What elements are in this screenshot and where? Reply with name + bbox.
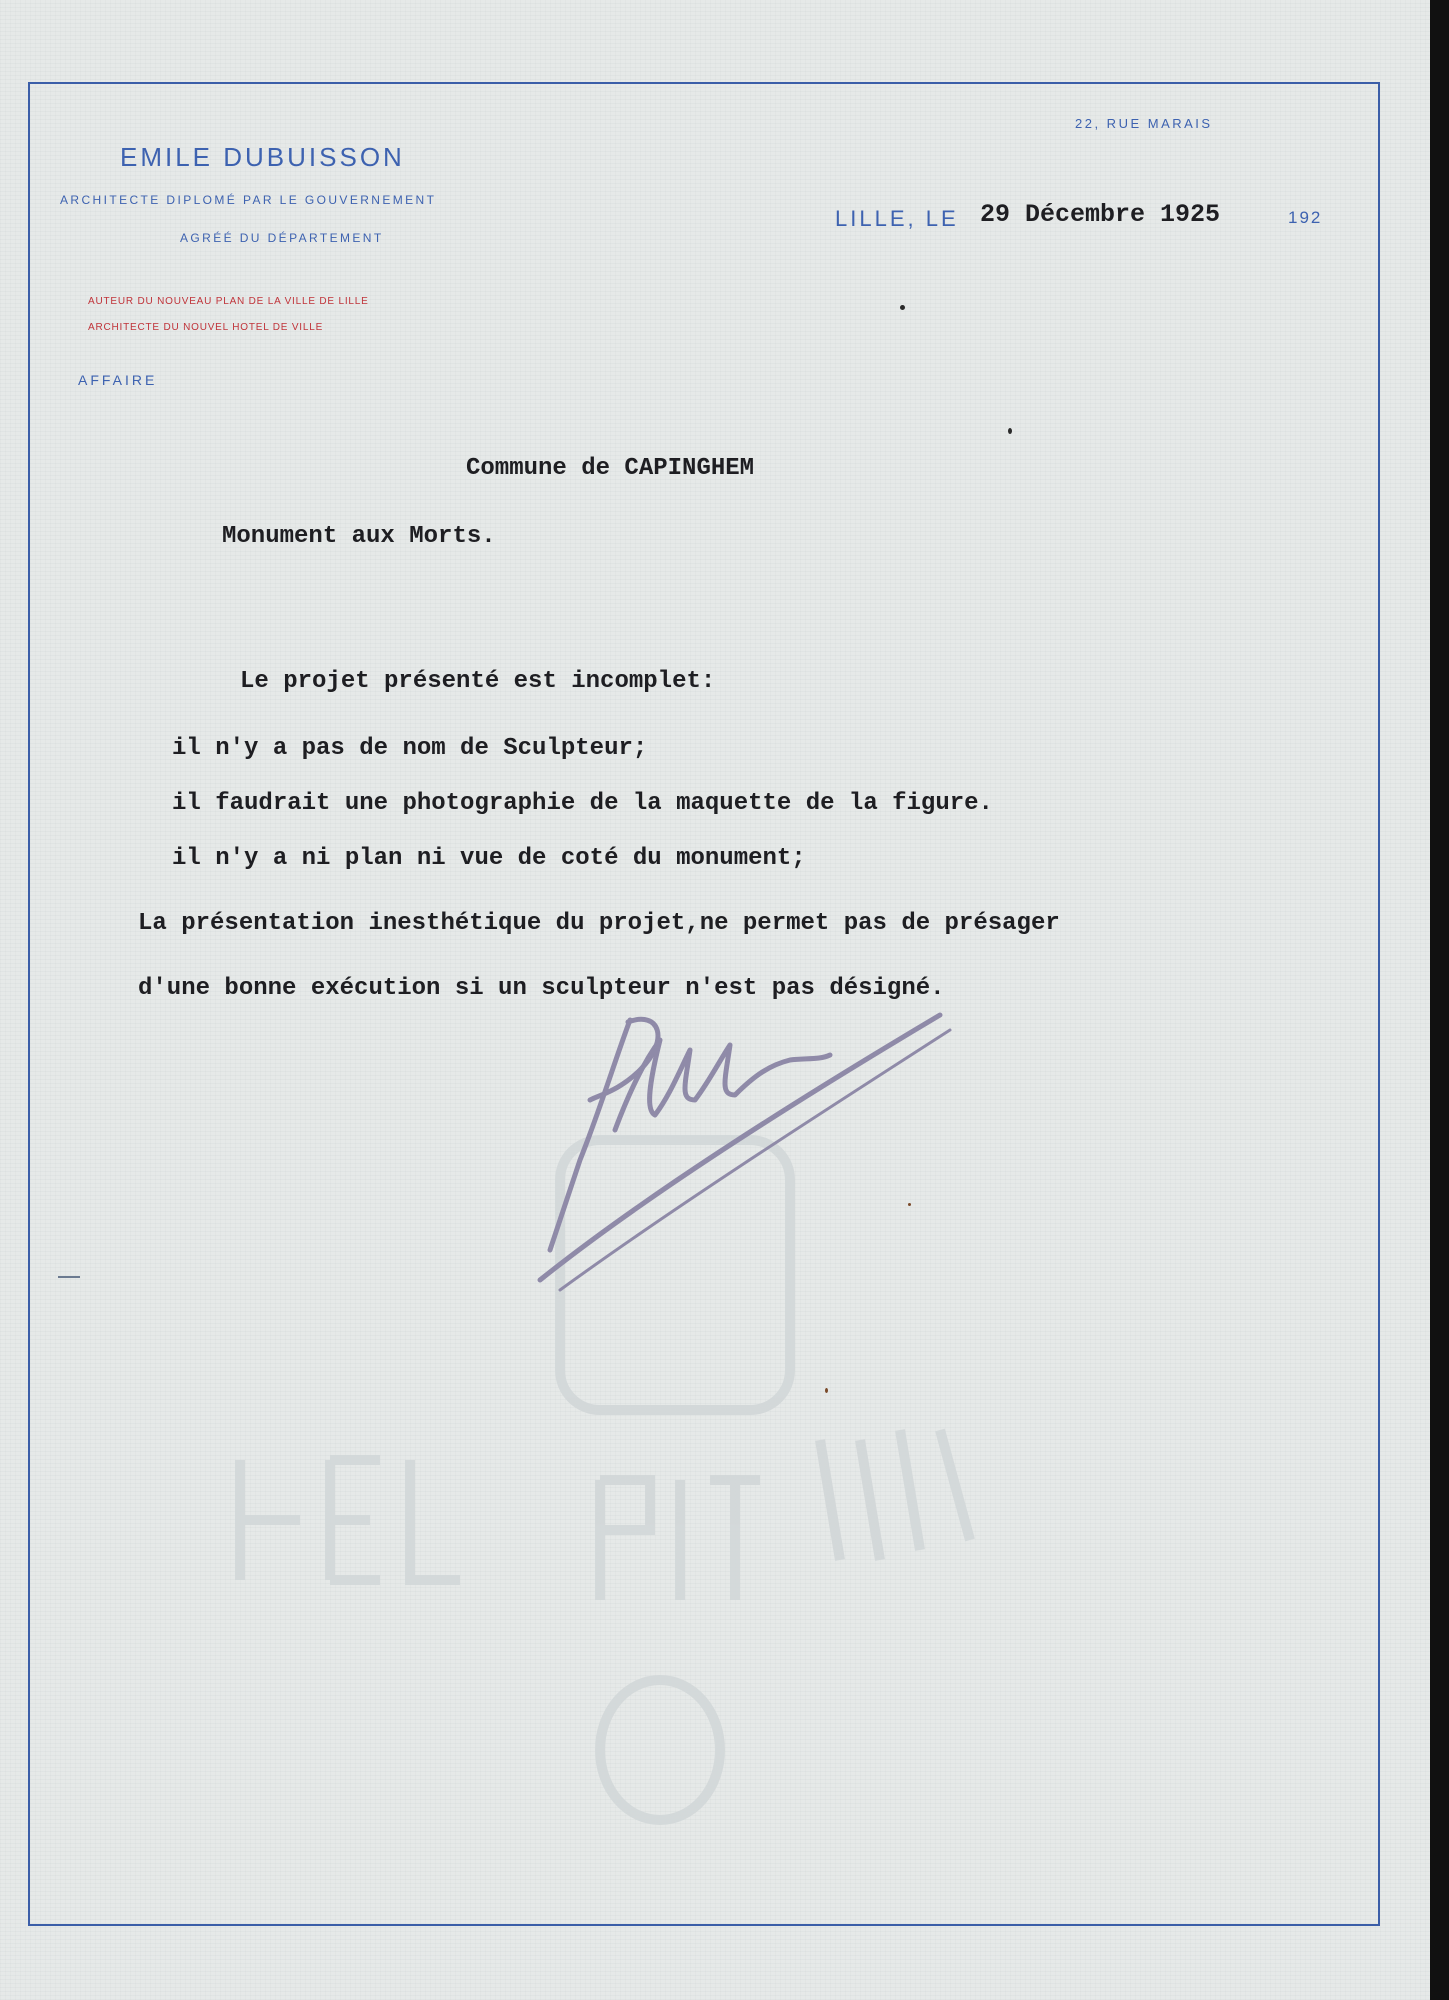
body-line-6: d'une bonne exécution si un sculpteur n'est pas désigné. <box>138 975 945 1002</box>
year-prefix: 192 <box>1288 208 1323 227</box>
letterhead-red-line-2: ARCHITECTE DU NOUVEL HOTEL DE VILLE <box>88 322 324 333</box>
ink-speck <box>1008 428 1012 434</box>
affaire-label: AFFAIRE <box>78 372 158 388</box>
body-line-4: il n'y a ni plan ni vue de coté du monument; <box>172 845 806 872</box>
margin-mark <box>58 1276 80 1278</box>
body-line-5: La présentation inesthétique du projet,ne permet pas de présager <box>138 910 1060 937</box>
body-line-2: il n'y a pas de nom de Sculpteur; <box>172 735 648 762</box>
body-line-1: Le projet présenté est incomplet: <box>240 668 716 695</box>
letterhead-title-line-2: AGRÉÉ DU DÉPARTEMENT <box>180 231 384 245</box>
subject-line: Monument aux Morts. <box>222 523 496 550</box>
handwritten-signature <box>520 1000 960 1300</box>
letterhead-red-line-1: AUTEUR DU NOUVEAU PLAN DE LA VILLE DE LILLE <box>88 296 369 307</box>
letter-date: 29 Décembre 1925 <box>980 200 1221 229</box>
body-line-3: il faudrait une photographie de la maquette de la figure. <box>172 790 993 817</box>
letterhead-address: 22, RUE MARAIS <box>1075 116 1213 131</box>
letterhead-name: EMILE DUBUISSON <box>120 142 405 172</box>
letterhead-title-line-1: ARCHITECTE DIPLOMÉ PAR LE GOUVERNEMENT <box>60 193 437 207</box>
commune-heading: Commune de CAPINGHEM <box>466 455 755 482</box>
place-prefix: LILLE, LE <box>835 206 959 231</box>
ink-speck <box>908 1203 911 1206</box>
ink-speck <box>825 1388 828 1393</box>
ink-speck <box>900 305 905 310</box>
